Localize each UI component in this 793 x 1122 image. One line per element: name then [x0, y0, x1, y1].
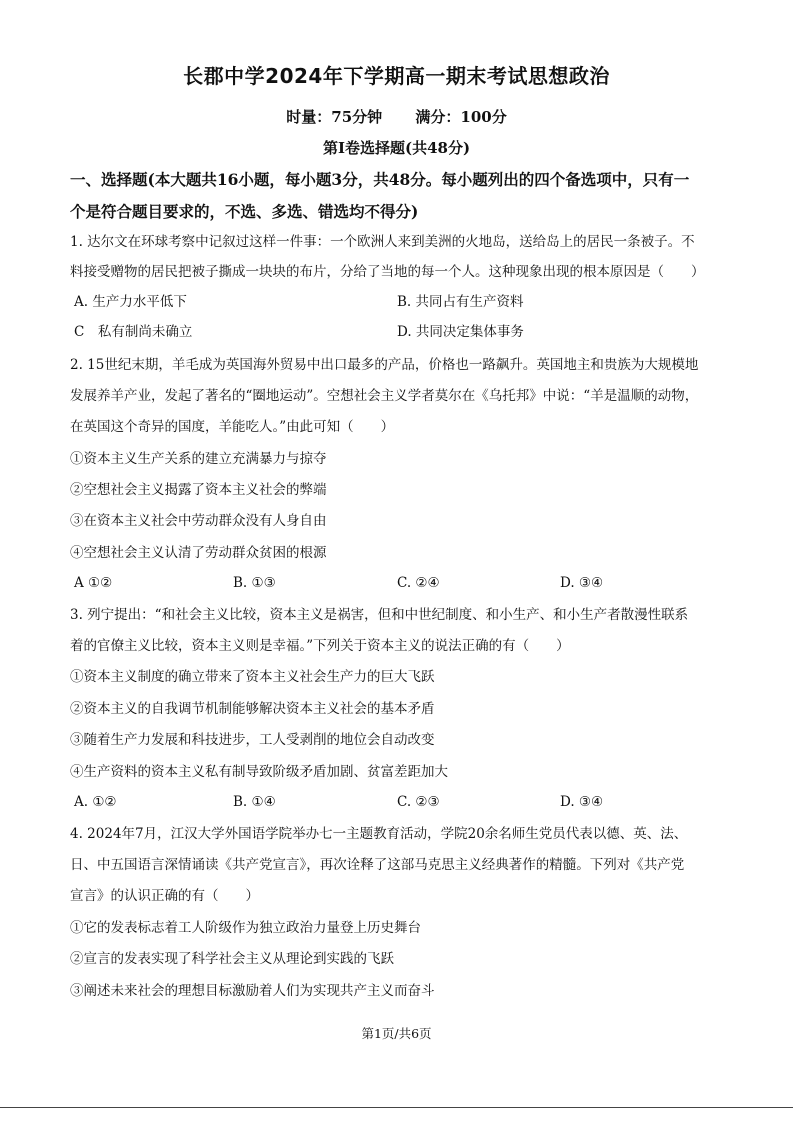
q1-option-b[interactable]: B. 共同占有生产资料	[397, 294, 524, 310]
q3-statement-2: ②资本主义的自我调节机制能够解决资本主义社会的基本矛盾	[70, 701, 435, 717]
q2-option-c[interactable]: C. ②④	[397, 575, 440, 591]
q3-option-b[interactable]: B. ①④	[233, 794, 276, 810]
page-number: 第1页/共6页	[361, 1026, 432, 1041]
q3-option-c[interactable]: C. ②③	[397, 794, 440, 810]
q2-option-d[interactable]: D. ③④	[560, 575, 604, 591]
exam-meta	[0, 106, 793, 127]
part-heading-line-1: 一、选择题(本大题共16小题，每小题3分，共48分。每小题列出的四个备选项中，只有一	[70, 170, 690, 189]
q1-option-a[interactable]: A. 生产力水平低下	[74, 294, 187, 310]
q2-statement-1: ①资本主义生产关系的建立充满暴力与掠夺	[70, 451, 327, 467]
q4-statement-1: ①它的发表标志着工人阶级作为独立政治力量登上历史舞台	[70, 920, 421, 936]
q3-option-d[interactable]: D. ③④	[560, 794, 604, 810]
q3-statement-4: ④生产资料的资本主义私有制导致阶级矛盾加剧、贫富差距加大	[70, 764, 448, 780]
q3-option-a[interactable]: A. ①②	[74, 794, 117, 810]
q2-stem-line-3: 在英国这个奇异的国度，羊能吃人。”由此可知（ ）	[70, 419, 395, 435]
q1-option-d[interactable]: D. 共同决定集体事务	[397, 324, 524, 340]
q4-statement-2: ②宣言的发表实现了科学社会主义从理论到实践的飞跃	[70, 951, 394, 967]
q4-stem-line-3: 宣言》的认识正确的有（ ）	[70, 888, 259, 904]
q4-stem-line-2: 日、中五国语言深情诵读《共产党宣言》，再次诠释了这部马克思主义经典著作的精髓。下列对《共产党	[70, 857, 685, 873]
q4-stem-line-1: 4. 2024年7月，江汉大学外国语学院举办七一主题教育活动，学院20余名师生党员代表以德、英、法、	[70, 826, 688, 842]
full-score: 满分：100分	[415, 108, 507, 126]
q3-statement-1: ①资本主义制度的确立带来了资本主义社会生产力的巨大飞跃	[70, 669, 435, 685]
q2-stem-line-1: 2. 15世纪末期，羊毛成为英国海外贸易中出口最多的产品，价格也一路飙升。英国地主和贵族为大规模地	[70, 357, 699, 373]
section-title: 第Ⅰ卷选择题(共48分)	[322, 139, 471, 157]
q3-stem-line-1: 3. 列宁提出：“和社会主义比较，资本主义是祸害，但和中世纪制度、和小生产、和小生产者散漫性联系	[70, 607, 689, 623]
q2-stem-line-2: 发展养羊产业，发起了著名的“圈地运动”。空想社会主义学者莫尔在《乌托邦》中说：“羊是温顺的动物，	[70, 388, 699, 404]
q4-statement-3: ③阐述未来社会的理想目标激励着人们为实现共产主义而奋斗	[70, 983, 435, 999]
part-heading-line-2: 个是符合题目要求的，不选、多选、错选均不得分)	[70, 202, 419, 221]
q2-statement-2: ②空想社会主义揭露了资本主义社会的弊端	[70, 482, 327, 498]
q1-stem-line-1: 1. 达尔文在环球考察中记叙过这样一件事：一个欧洲人来到美洲的火地岛，送给岛上的居民一条被子。不	[70, 234, 695, 250]
exam-title: 长郡中学2024年下学期高一期末考试思想政治	[183, 64, 610, 88]
q1-stem-line-2: 料接受赠物的居民把被子撕成一块块的布片，分给了当地的每一个人。这种现象出现的根本原因是（ ）	[70, 264, 705, 280]
q2-statement-4: ④空想社会主义认清了劳动群众贫困的根源	[70, 545, 327, 561]
time-limit: 时量：75分钟	[286, 108, 383, 126]
q2-option-b[interactable]: B. ①③	[233, 575, 276, 591]
q3-stem-line-2: 着的官僚主义比较，资本主义则是幸福。”下列关于资本主义的说法正确的有（ ）	[70, 638, 570, 654]
q2-option-a[interactable]: A ①②	[74, 575, 113, 591]
q1-option-c[interactable]: C 私有制尚未确立	[74, 324, 193, 340]
q3-statement-3: ③随着生产力发展和科技进步，工人受剥削的地位会自动改变	[70, 732, 435, 748]
page-divider	[0, 1107, 793, 1108]
q2-statement-3: ③在资本主义社会中劳动群众没有人身自由	[70, 513, 327, 529]
